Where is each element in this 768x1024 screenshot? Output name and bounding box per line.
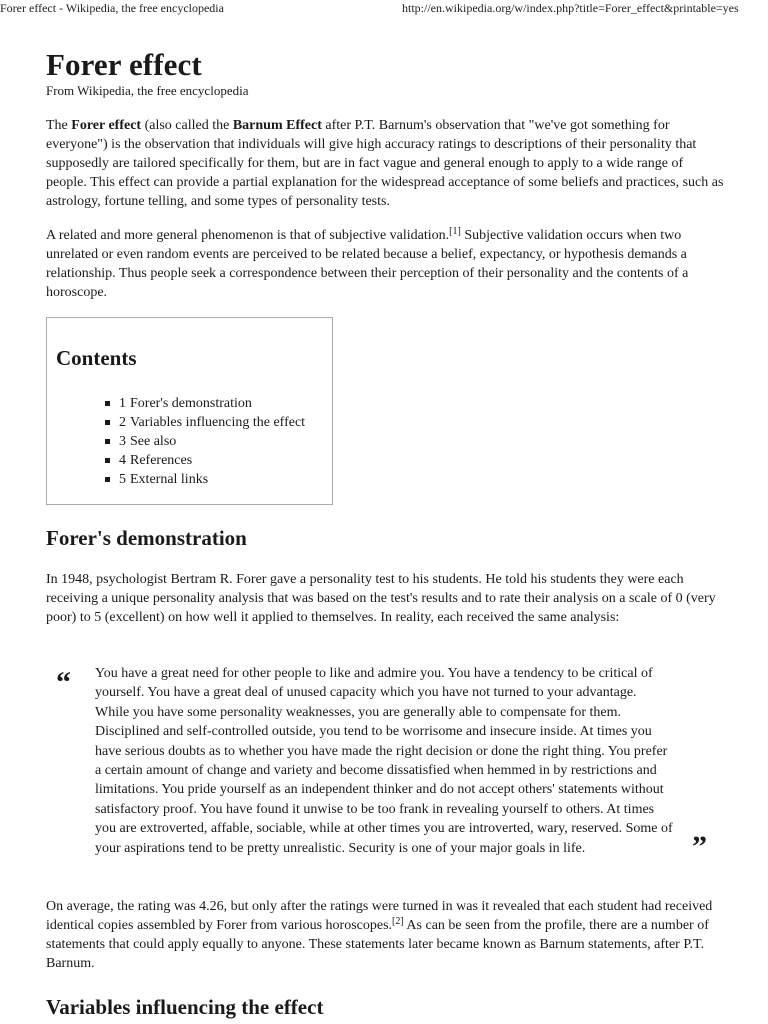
- toc-list: [105, 394, 305, 489]
- print-header-page-title: Forer effect - Wikipedia, the free encyclopedia: [0, 1, 224, 15]
- toc-item[interactable]: [105, 432, 305, 451]
- demo2-text-a: On average, the rating was 4.26, but only after the ratings were turned in was it revealed that each student had received identical copies assembled by Forer from various horoscopes.: [46, 899, 713, 933]
- toc-item-label: Variables influencing the effect: [130, 415, 306, 430]
- toc-item-number: 2: [119, 415, 126, 430]
- section-heading-variables: Variables influencing the effect: [46, 995, 324, 1019]
- demonstration-paragraph-2: [46, 897, 724, 973]
- intro2-text-b: Subjective validation occurs when two unrelated or even random events are perceived to be related because a belief, expectancy, or hypothesis demands a relationship. Thus people seek a correspondence between their perception of their personality and the contents of a horoscope.: [46, 228, 689, 300]
- blockquote: [46, 664, 726, 882]
- intro-text-b: (also called the: [141, 118, 233, 133]
- toc-item-number: 3: [119, 434, 126, 449]
- toc-item-label: Forer's demonstration: [130, 396, 252, 411]
- intro-bold-term-barnum: Barnum Effect: [232, 118, 322, 133]
- bullet-icon: [105, 439, 110, 444]
- intro-text-c: after P.T. Barnum's observation that "we've got something for everyone") is the observation that individuals will give high accuracy ratings to descriptions of their personality that supposedly are tailored specifically for them, but are in fact vague and general enough to apply to a wide range of people. This effect can provide a partial explanation for the widespread acceptance of some beliefs and practices, such as astrology, fortune telling, and some types of personality tests.: [46, 118, 724, 209]
- toc-item-label: See also: [130, 434, 177, 449]
- toc-title: Contents: [56, 346, 137, 370]
- toc-item-label: References: [130, 453, 193, 468]
- open-quote-icon: “: [56, 666, 71, 699]
- toc-item[interactable]: [105, 413, 305, 432]
- intro-text-a: The: [46, 118, 72, 133]
- demonstration-paragraph-1: In 1948, psychologist Bertram R. Forer gave a personality test to his students. He told his students they were each receiving a unique personality analysis that was based on the test's results and to rate their analysis on a scale of 0 (very poor) to 5 (excellent) on how well it applied to themselves. In reality, each received the same analysis:: [46, 572, 716, 625]
- table-of-contents: [46, 317, 333, 505]
- site-subtitle: From Wikipedia, the free encyclopedia: [46, 83, 249, 98]
- bullet-icon: [105, 420, 110, 425]
- intro2-text-a: A related and more general phenomenon is that of subjective validation.: [46, 228, 450, 243]
- bullet-icon: [105, 401, 110, 406]
- toc-item-number: 1: [119, 396, 126, 411]
- page-title: Forer effect: [46, 47, 202, 82]
- reference-link-2[interactable]: [2]: [392, 916, 404, 927]
- toc-item[interactable]: [105, 470, 305, 489]
- toc-item[interactable]: [105, 451, 305, 470]
- intro-bold-term-forer: Forer effect: [71, 118, 142, 133]
- toc-item-label: External links: [130, 472, 209, 487]
- reference-link-1[interactable]: [1]: [449, 226, 461, 237]
- toc-item-number: 4: [119, 453, 126, 468]
- bullet-icon: [105, 458, 110, 463]
- blockquote-text: You have a great need for other people to like and admire you. You have a tendency to be critical of yourself. You have a great deal of unused capacity which you have not turned to your advantage. While you have some personality weaknesses, you are generally able to compensate for them. Disciplined and self-controlled outside, you tend to be worrisome and insecure inside. At times you have serious doubts as to whether you have made the right decision or done the right thing. You prefer a certain amount of change and variety and become dissatisfied when hemmed in by restrictions and limitations. You pride yourself as an independent thinker and do not accept others' statements without satisfactory proof. You have found it unwise to be too frank in revealing yourself to others. At times you are extroverted, affable, sociable, while at other times you are introverted, wary, reserved. Some of your aspirations tend to be pretty unrealistic. Security is one of your major goals in life.: [95, 666, 673, 856]
- bullet-icon: [105, 477, 110, 482]
- toc-item-number: 5: [119, 472, 126, 487]
- demo2-text-b: As can be seen from the profile, there are a number of statements that could apply equally to anyone. These statements later became known as Barnum statements, after P.T. Barnum.: [46, 918, 709, 971]
- toc-item[interactable]: [105, 394, 305, 413]
- close-quote-icon: ”: [692, 830, 707, 863]
- print-header-url: http://en.wikipedia.org/w/index.php?title=Forer_effect&printable=yes: [402, 1, 739, 15]
- intro-paragraph-2: [46, 226, 724, 302]
- intro-paragraph-1: [46, 116, 724, 211]
- print-header: [0, 0, 768, 18]
- section-heading-forers-demonstration: Forer's demonstration: [46, 526, 247, 550]
